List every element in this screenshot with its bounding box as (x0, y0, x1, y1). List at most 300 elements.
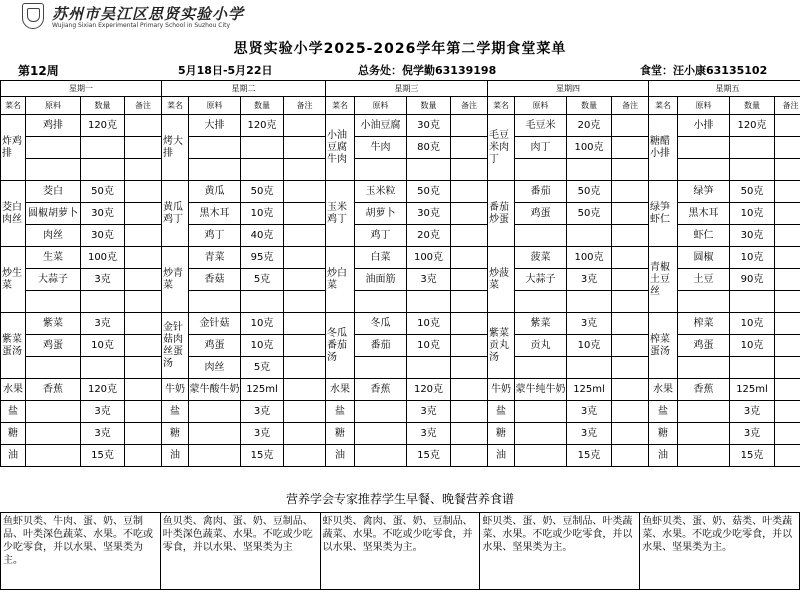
ingredient: 青菜 (189, 247, 241, 269)
ingredient (26, 357, 81, 379)
note (775, 445, 800, 467)
date-range: 5月18日-5月22日 (178, 64, 273, 77)
dish-name: 炒生菜 (1, 247, 26, 313)
dish-name: 榨菜蛋汤 (649, 313, 678, 379)
quantity: 120克 (81, 115, 125, 137)
menu-row (1, 379, 800, 401)
quantity: 10克 (241, 313, 284, 335)
quantity (407, 357, 451, 379)
ingredient: 番茄 (355, 335, 407, 357)
col-header-dish: 菜名 (649, 97, 678, 115)
quantity: 80克 (407, 137, 451, 159)
school-name-en: Wujiang Sixian Experimental Primary School in Suzhou City (52, 22, 231, 29)
quantity: 3克 (407, 401, 451, 423)
info-bar (0, 60, 800, 80)
col-header-ingredient: 原料 (515, 97, 567, 115)
quantity: 20克 (407, 225, 451, 247)
ingredient (189, 159, 241, 181)
quantity (407, 291, 451, 313)
col-header-quantity: 数量 (567, 97, 612, 115)
col-header-quantity: 数量 (241, 97, 284, 115)
ingredient (355, 357, 407, 379)
note (775, 335, 800, 357)
note (451, 115, 488, 137)
quantity: 10克 (241, 203, 284, 225)
menu-row (1, 423, 800, 445)
general-affairs-contact: 总务处：倪学勤63139198 (358, 64, 497, 77)
quantity: 3克 (407, 269, 451, 291)
note (775, 247, 800, 269)
quantity: 10克 (730, 313, 775, 335)
ingredient (26, 137, 81, 159)
dish-name: 青椒土豆丝 (649, 247, 678, 313)
quantity (407, 159, 451, 181)
ingredient: 油面筋 (355, 269, 407, 291)
quantity (241, 137, 284, 159)
ingredient: 虾仁 (678, 225, 730, 247)
ingredient (189, 445, 241, 467)
quantity: 50克 (730, 181, 775, 203)
dish-name: 糖 (488, 423, 515, 445)
dish-name: 牛奶 (162, 379, 189, 401)
ingredient: 小油豆腐 (355, 115, 407, 137)
col-header-ingredient: 原料 (678, 97, 730, 115)
note (284, 423, 326, 445)
ingredient: 榨菜 (678, 313, 730, 335)
quantity: 10克 (567, 335, 612, 357)
note (451, 423, 488, 445)
note (775, 357, 800, 379)
note (451, 291, 488, 313)
ingredient: 绿笋 (678, 181, 730, 203)
dish-name: 紫菜贡丸汤 (488, 313, 515, 379)
col-header-dish: 菜名 (326, 97, 355, 115)
dish-name: 糖醋小排 (649, 115, 678, 181)
note (451, 379, 488, 401)
note (125, 335, 162, 357)
note (612, 401, 649, 423)
ingredient (515, 291, 567, 313)
ingredient (678, 159, 730, 181)
menu-row (1, 313, 800, 335)
quantity: 30克 (81, 203, 125, 225)
quantity: 10克 (241, 335, 284, 357)
note (125, 137, 162, 159)
note (451, 313, 488, 335)
note (775, 159, 800, 181)
note (612, 379, 649, 401)
dish-name: 油 (162, 445, 189, 467)
note (451, 445, 488, 467)
quantity: 10克 (81, 335, 125, 357)
dish-name: 玉米鸡丁 (326, 181, 355, 247)
ingredient: 香蕉 (355, 379, 407, 401)
note (284, 335, 326, 357)
note (775, 181, 800, 203)
quantity: 100克 (407, 247, 451, 269)
quantity (81, 159, 125, 181)
quantity (81, 357, 125, 379)
quantity (730, 159, 775, 181)
dish-name: 炸鸡排 (1, 115, 26, 181)
ingredient: 白菜 (355, 247, 407, 269)
note (284, 203, 326, 225)
recommend-table (0, 512, 800, 590)
quantity: 10克 (407, 335, 451, 357)
note (125, 247, 162, 269)
ingredient: 鸡丁 (355, 225, 407, 247)
quantity: 5克 (241, 357, 284, 379)
quantity: 30克 (407, 115, 451, 137)
ingredient (678, 445, 730, 467)
dish-name: 炒白菜 (326, 247, 355, 313)
dish-name: 烤大排 (162, 115, 189, 181)
note (775, 269, 800, 291)
dish-name: 盐 (162, 401, 189, 423)
ingredient: 冬瓜 (355, 313, 407, 335)
note (284, 313, 326, 335)
menu-row (1, 225, 800, 247)
ingredient: 毛豆米 (515, 115, 567, 137)
quantity: 30克 (730, 225, 775, 247)
recommend-cell-tue: 鱼贝类、禽肉、蛋、奶、豆制品、叶类深色蔬菜、水果。不吃或少吃零食，并以水果、坚果类为主 (160, 513, 320, 590)
col-header-note: 备注 (775, 97, 800, 115)
col-header-note: 备注 (612, 97, 649, 115)
dish-name: 油 (488, 445, 515, 467)
quantity: 10克 (730, 247, 775, 269)
note (451, 357, 488, 379)
quantity (567, 225, 612, 247)
col-header-ingredient: 原料 (26, 97, 81, 115)
dish-name: 冬瓜番茄汤 (326, 313, 355, 379)
recommend-title: 营养学会专家推荐学生早餐、晚餐营养食谱 (285, 492, 514, 506)
ingredient (355, 445, 407, 467)
quantity: 3克 (567, 401, 612, 423)
ingredient (355, 291, 407, 313)
ingredient: 鸡蛋 (678, 335, 730, 357)
ingredient: 贡丸 (515, 335, 567, 357)
ingredient: 圆椒胡萝卜 (26, 203, 81, 225)
quantity: 120克 (81, 379, 125, 401)
quantity: 95克 (241, 247, 284, 269)
ingredient: 小排 (678, 115, 730, 137)
note (284, 379, 326, 401)
ingredient: 玉米粒 (355, 181, 407, 203)
ingredient (515, 423, 567, 445)
dish-name: 牛奶 (488, 379, 515, 401)
note (612, 115, 649, 137)
note (451, 181, 488, 203)
menu-title: 思贤实验小学2025-2026学年第二学期食堂菜单 (233, 41, 567, 57)
quantity: 10克 (730, 203, 775, 225)
note (775, 291, 800, 313)
dish-name: 盐 (326, 401, 355, 423)
ingredient: 胡萝卜 (355, 203, 407, 225)
dish-name: 油 (1, 445, 26, 467)
note (775, 313, 800, 335)
note (451, 137, 488, 159)
note (125, 203, 162, 225)
ingredient (515, 159, 567, 181)
ingredient: 肉丝 (26, 225, 81, 247)
quantity (241, 291, 284, 313)
note (284, 445, 326, 467)
dish-name: 油 (326, 445, 355, 467)
day-header-wed: 星期三 (326, 81, 488, 97)
ingredient: 茭白 (26, 181, 81, 203)
ingredient: 紫菜 (515, 313, 567, 335)
note (284, 137, 326, 159)
recommend-cell-fri: 鱼虾贝类、蛋、奶、菇类、叶类蔬菜、水果。不吃或少吃零食，并以水果、坚果类为主。 (640, 513, 800, 590)
recommend-row (1, 513, 800, 590)
note (775, 423, 800, 445)
dish-name: 糖 (326, 423, 355, 445)
col-header-dish: 菜名 (162, 97, 189, 115)
quantity: 5克 (241, 269, 284, 291)
col-header-note: 备注 (451, 97, 488, 115)
note (451, 269, 488, 291)
col-header-quantity: 数量 (730, 97, 775, 115)
dish-name: 糖 (162, 423, 189, 445)
ingredient: 肉丁 (515, 137, 567, 159)
note (125, 225, 162, 247)
note (284, 181, 326, 203)
day-header-fri: 星期五 (649, 81, 800, 97)
dish-name: 黄瓜鸡丁 (162, 181, 189, 247)
ingredient (26, 401, 81, 423)
recommend-cell-wed: 虾贝类、禽肉、蛋、奶、豆制品、蔬菜、水果。不吃或少吃零食，并以水果、坚果类为主。 (320, 513, 480, 590)
ingredient: 蒙牛酸牛奶 (189, 379, 241, 401)
menu-row (1, 247, 800, 269)
quantity: 30克 (81, 225, 125, 247)
note (125, 357, 162, 379)
quantity: 120克 (730, 115, 775, 137)
ingredient: 鸡排 (26, 115, 81, 137)
dish-name: 毛豆米肉丁 (488, 115, 515, 181)
note (451, 225, 488, 247)
note (775, 401, 800, 423)
ingredient (355, 159, 407, 181)
dish-name: 盐 (649, 401, 678, 423)
quantity: 3克 (81, 423, 125, 445)
ingredient (355, 423, 407, 445)
ingredient (515, 225, 567, 247)
ingredient (678, 357, 730, 379)
col-header-dish: 菜名 (488, 97, 515, 115)
ingredient: 圆椒 (678, 247, 730, 269)
quantity: 120克 (241, 115, 284, 137)
quantity: 15克 (730, 445, 775, 467)
dish-name: 油 (649, 445, 678, 467)
ingredient: 大蒜子 (515, 269, 567, 291)
day-header-mon: 星期一 (1, 81, 162, 97)
ingredient: 大排 (189, 115, 241, 137)
quantity (730, 357, 775, 379)
col-header-note: 备注 (284, 97, 326, 115)
ingredient (26, 445, 81, 467)
note (451, 159, 488, 181)
note (284, 291, 326, 313)
col-header-quantity: 数量 (407, 97, 451, 115)
ingredient: 土豆 (678, 269, 730, 291)
note (125, 401, 162, 423)
week-number: 第12周 (18, 64, 59, 78)
quantity: 50克 (567, 203, 612, 225)
quantity (567, 159, 612, 181)
note (125, 159, 162, 181)
note (284, 401, 326, 423)
quantity: 30克 (407, 203, 451, 225)
dish-name: 绿笋虾仁 (649, 181, 678, 247)
day-header-tue: 星期二 (162, 81, 326, 97)
quantity (81, 291, 125, 313)
note (451, 203, 488, 225)
quantity: 10克 (407, 313, 451, 335)
note (775, 115, 800, 137)
note (125, 291, 162, 313)
recommend-cell-mon: 鱼虾贝类、牛肉、蛋、奶、豆制品、叶类深色蔬菜、水果。不吃或少吃零食，并以水果、坚果类为主。 (1, 513, 161, 590)
note (612, 335, 649, 357)
quantity: 3克 (730, 401, 775, 423)
note (612, 291, 649, 313)
menu-row (1, 137, 800, 159)
menu-row (1, 181, 800, 203)
dish-name: 水果 (649, 379, 678, 401)
dish-name: 炒青菜 (162, 247, 189, 313)
note (612, 181, 649, 203)
note (612, 357, 649, 379)
menu-table (0, 80, 800, 467)
quantity (730, 137, 775, 159)
dish-name: 盐 (488, 401, 515, 423)
note (284, 225, 326, 247)
note (612, 159, 649, 181)
ingredient (678, 137, 730, 159)
ingredient: 蒙牛纯牛奶 (515, 379, 567, 401)
menu-row (1, 159, 800, 181)
note (775, 225, 800, 247)
ingredient: 黑木耳 (189, 203, 241, 225)
dish-name: 紫菜蛋汤 (1, 313, 26, 379)
quantity: 3克 (567, 423, 612, 445)
school-name-cn: 苏州市吴江区思贤实验小学 (52, 5, 245, 23)
quantity: 50克 (567, 181, 612, 203)
quantity: 125ml (567, 379, 612, 401)
note (612, 445, 649, 467)
note (612, 203, 649, 225)
menu-row (1, 203, 800, 225)
col-header-quantity: 数量 (81, 97, 125, 115)
quantity: 15克 (567, 445, 612, 467)
dish-name: 番茄炒蛋 (488, 181, 515, 247)
quantity: 3克 (81, 269, 125, 291)
canteen-contact: 食堂：汪小康63135102 (640, 64, 768, 77)
quantity: 20克 (567, 115, 612, 137)
ingredient (189, 291, 241, 313)
note (125, 379, 162, 401)
quantity: 100克 (567, 137, 612, 159)
note (775, 203, 800, 225)
quantity: 3克 (567, 269, 612, 291)
menu-row (1, 269, 800, 291)
ingredient: 肉丝 (189, 357, 241, 379)
ingredient (515, 401, 567, 423)
quantity: 50克 (241, 181, 284, 203)
quantity (730, 291, 775, 313)
col-header-ingredient: 原料 (189, 97, 241, 115)
ingredient (678, 291, 730, 313)
note (612, 423, 649, 445)
note (125, 181, 162, 203)
day-header-thu: 星期四 (488, 81, 649, 97)
menu-row (1, 291, 800, 313)
school-logo-bar (0, 0, 800, 34)
quantity: 40克 (241, 225, 284, 247)
quantity: 15克 (241, 445, 284, 467)
quantity (81, 137, 125, 159)
school-seal-icon (22, 3, 44, 29)
dish-name: 金针菇肉丝蛋汤 (162, 313, 189, 379)
note (284, 159, 326, 181)
quantity (567, 291, 612, 313)
ingredient (515, 357, 567, 379)
dish-name: 小油豆腐牛肉 (326, 115, 355, 181)
dish-name: 茭白肉丝 (1, 181, 26, 247)
note (284, 269, 326, 291)
quantity: 3克 (241, 401, 284, 423)
menu-row (1, 357, 800, 379)
note (284, 357, 326, 379)
ingredient: 香菇 (189, 269, 241, 291)
note (125, 445, 162, 467)
ingredient (26, 423, 81, 445)
menu-row (1, 401, 800, 423)
ingredient: 紫菜 (26, 313, 81, 335)
note (125, 269, 162, 291)
quantity: 125ml (241, 379, 284, 401)
quantity: 15克 (81, 445, 125, 467)
ingredient (678, 401, 730, 423)
dish-name: 盐 (1, 401, 26, 423)
col-header-ingredient: 原料 (355, 97, 407, 115)
quantity: 100克 (567, 247, 612, 269)
ingredient: 鸡蛋 (189, 335, 241, 357)
note (612, 313, 649, 335)
ingredient: 牛肉 (355, 137, 407, 159)
note (775, 137, 800, 159)
ingredient (189, 137, 241, 159)
quantity: 50克 (407, 181, 451, 203)
ingredient (189, 401, 241, 423)
ingredient (26, 159, 81, 181)
dish-name: 糖 (1, 423, 26, 445)
note (775, 379, 800, 401)
quantity: 15克 (407, 445, 451, 467)
note (125, 313, 162, 335)
dish-name: 糖 (649, 423, 678, 445)
quantity: 125ml (730, 379, 775, 401)
ingredient: 生菜 (26, 247, 81, 269)
dish-name: 炒菠菜 (488, 247, 515, 313)
ingredient: 黑木耳 (678, 203, 730, 225)
quantity: 3克 (241, 423, 284, 445)
ingredient: 金针菇 (189, 313, 241, 335)
recommend-cell-thu: 虾贝类、蛋、奶、豆制品、叶类蔬菜、水果。不吃或少吃零食，并以水果、坚果类为主。 (480, 513, 640, 590)
note (451, 401, 488, 423)
quantity: 3克 (81, 313, 125, 335)
menu-row (1, 115, 800, 137)
ingredient (678, 423, 730, 445)
